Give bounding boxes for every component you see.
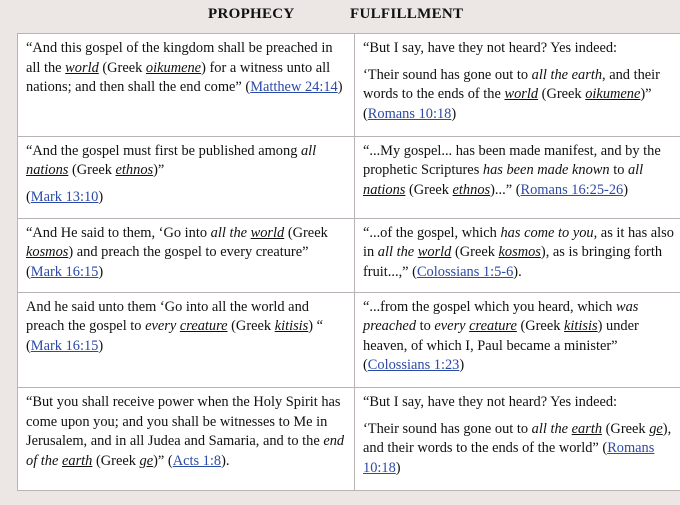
fulfillment-text: “...of the gospel, which has come to you, as it has also in all the world (Greek kosmos), as is bringing forth fruit...,” (Colossians 1:5-6). (363, 224, 674, 280)
scripture-link[interactable]: Romans 10:18 (363, 440, 655, 476)
fulfillment-cell (355, 136, 680, 218)
table-row (18, 292, 680, 387)
prophecy-text: “And this gospel of the kingdom shall be preached in all the world (Greek oikumene) for a witness unto all nations; and then shall the end come” (Matthew 24:14) (26, 40, 343, 95)
prophecy-text: “And the gospel must first be published among all nations (Greek ethnos)” (26, 142, 317, 179)
prophecy-cell (18, 292, 355, 387)
scripture-link[interactable]: Romans 16:25-26 (520, 181, 624, 198)
scripture-link[interactable]: Mark 16:15 (30, 337, 99, 354)
fulfillment-cell (355, 34, 680, 137)
prophecy-cell (18, 34, 355, 137)
prophecy-fulfillment-table (17, 33, 680, 491)
prophecy-text: (Mark 13:10) (26, 188, 104, 205)
prophecy-cell (18, 388, 355, 491)
table-row (18, 218, 680, 292)
fulfillment-header: FULFILLMENT (350, 6, 464, 22)
scripture-link[interactable]: Acts 1:8 (172, 452, 222, 469)
prophecy-text: “But you shall receive power when the Holy Spirit has come upon you; and you shall be witnesses to Me in Jerusalem, and in all Judea and Samaria, and to the end of the earth (Greek ge)” (Acts 1:8). (26, 394, 345, 469)
scripture-link[interactable]: Romans 10:18 (367, 105, 452, 122)
column-headers (0, 6, 680, 28)
fulfillment-text: “But I say, have they not heard? Yes indeed: (363, 40, 618, 56)
scripture-link[interactable]: Colossians 1:5-6 (416, 263, 514, 280)
scripture-link[interactable]: Mark 13:10 (30, 188, 99, 205)
prophecy-cell (18, 136, 355, 218)
fulfillment-text: “...from the gospel which you heard, which was preached to every creature (Greek kitisis) under heaven, of which I, Paul became a minister” (Colossians 1:23) (363, 298, 639, 374)
scripture-link[interactable]: Mark 16:15 (30, 263, 99, 280)
fulfillment-cell (355, 388, 680, 491)
fulfillment-cell (355, 292, 680, 387)
scripture-link[interactable]: Colossians 1:23 (367, 357, 460, 374)
prophecy-header: PROPHECY (208, 6, 295, 22)
prophecy-cell (18, 218, 355, 292)
fulfillment-text: ‘Their sound has gone out to all the earth, and their words to the ends of the world (Greek oikumene)” (Romans 10:18) (363, 66, 660, 122)
table-row (18, 136, 680, 218)
prophecy-text: “And He said to them, ‘Go into all the world (Greek kosmos) and preach the gospel to every creature” (Mark 16:15) (26, 224, 328, 280)
fulfillment-text: “...My gospel... has been made manifest, and by the prophetic Scriptures has been made known to all nations (Greek ethnos)...” (Romans 16:25-26) (363, 142, 661, 198)
table-row (18, 34, 680, 137)
fulfillment-text: ‘Their sound has gone out to all the earth (Greek ge), and their words to the ends of the world” (Romans 10:18) (363, 420, 672, 476)
fulfillment-text: “But I say, have they not heard? Yes indeed: (363, 394, 618, 411)
prophecy-text: And he said unto them ‘Go into all the world and preach the gospel to every creature (Greek kitisis) “ (Mark 16:15) (26, 298, 324, 354)
table-row (18, 388, 680, 491)
scripture-link[interactable]: Matthew 24:14 (250, 79, 338, 95)
fulfillment-cell (355, 218, 680, 292)
